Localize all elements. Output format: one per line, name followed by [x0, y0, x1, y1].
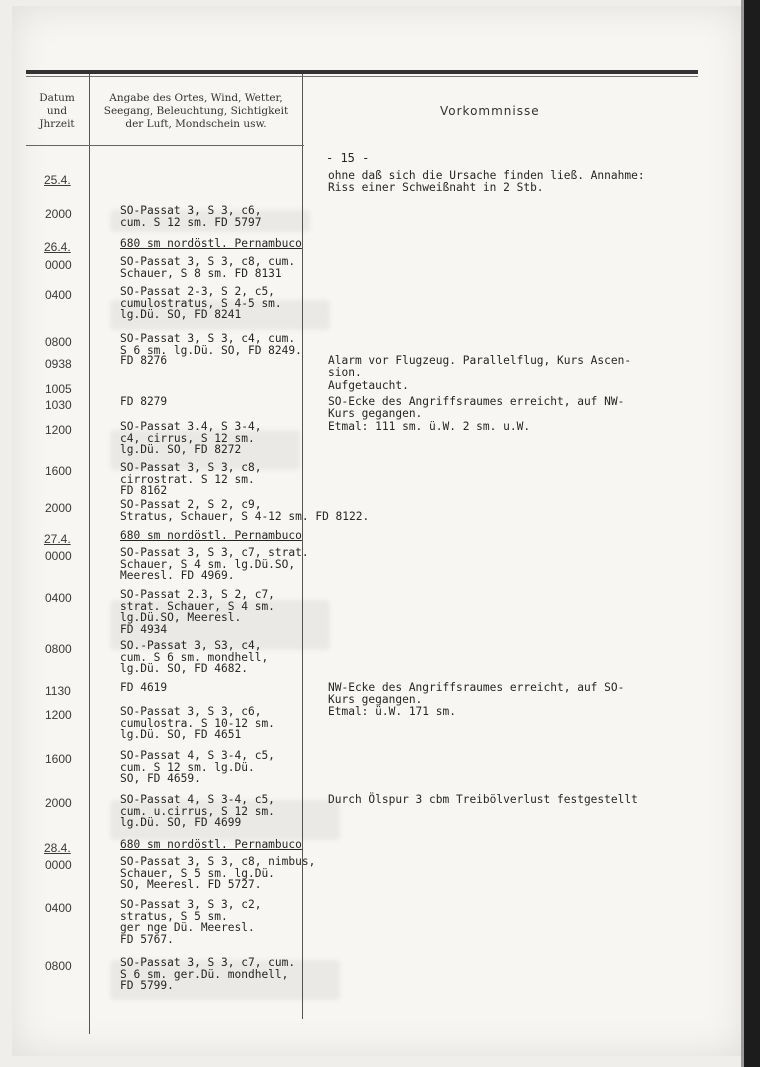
entry-time: 1200 [45, 708, 72, 722]
header-location-weather [92, 92, 300, 131]
header-underline [26, 145, 304, 146]
entry-date: 25.4. [44, 173, 71, 187]
entry-time: 0800 [45, 959, 72, 973]
entry-time: 0000 [45, 858, 72, 872]
top-rule-thin [26, 76, 698, 77]
entry-event: ohne daß sich die Ursache finden ließ. Annahme: Riss einer Schweißnaht in 2 Stb. [328, 169, 645, 194]
entry-event: Durch Ölspur 3 cbm Treibölverlust festgestellt [328, 793, 638, 806]
column-divider-1 [89, 74, 90, 1034]
entry-time: 1200 [45, 423, 72, 437]
entry-weather: SO-Passat 3, S 3, c7, strat. Schauer, S 4 sm. lg.Dü.SO, Meeresl. FD 4969. [120, 546, 309, 582]
page-number: - 15 - [326, 151, 370, 165]
entry-weather: SO-Passat 3, S 3, c2, stratus, S 5 sm. ger nge Dü. Meeresl. FD 5767. [120, 898, 262, 946]
entry-time: 1005 [45, 382, 72, 396]
entry-time: 0400 [45, 288, 72, 302]
entry-event: NW-Ecke des Angriffsraumes erreicht, auf SO- Kurs gegangen. [328, 681, 625, 706]
header-events: Vorkommnisse [440, 104, 540, 118]
entry-time: 0800 [45, 335, 72, 349]
entry-weather: SO-Passat 3.4, S 3-4, c4, cirrus, S 12 sm. lg.Dü. SO, FD 8272 [120, 420, 262, 456]
entry-position: 680 sm nordöstl. Pernambuco [120, 529, 302, 542]
entry-weather: SO.-Passat 3, S3, c4, cum. S 6 sm. mondhell, lg.Dü. SO, FD 4682. [120, 639, 269, 675]
entry-event: Etmal: ü.W. 171 sm. [328, 705, 456, 718]
entry-time: 0800 [45, 642, 72, 656]
entry-date: 27.4. [44, 532, 71, 546]
entry-event: Aufgetaucht. [328, 379, 409, 392]
entry-time: 1030 [45, 398, 72, 412]
entry-weather: SO-Passat 3, S 3, c7, cum. S 6 sm. ger.Dü. mondhell, FD 5799. [120, 956, 296, 992]
entry-weather: FD 8276 [120, 354, 168, 367]
entry-position: 680 sm nordöstl. Pernambuco [120, 838, 302, 851]
entry-weather: SO-Passat 3, S 3, c6, cumulostra. S 10-12 sm. lg.Dü. SO, FD 4651 [120, 705, 275, 741]
entry-time: 2000 [45, 796, 72, 810]
top-rule [26, 70, 698, 74]
entry-time: 0000 [45, 549, 72, 563]
entry-weather: FD 8279 [120, 395, 168, 408]
entry-weather: FD 4619 [120, 681, 168, 694]
entry-time: 0400 [45, 901, 72, 915]
ink-smudge [110, 800, 340, 840]
entry-weather: SO-Passat 3, S 3, c6, cum. S 12 sm. FD 5797 [120, 204, 262, 229]
entry-event: Alarm vor Flugzeug. Parallelflug, Kurs Ascen- sion. [328, 354, 632, 379]
entry-weather: SO-Passat 4, S 3-4, c5, cum. u.cirrus, S 12 sm. lg.Dü. SO, FD 4699 [120, 793, 275, 829]
entry-position: 680 sm nordöstl. Pernambuco [120, 237, 302, 250]
entry-weather: SO-Passat 3, S 3, c8, cirrostrat. S 12 sm. FD 8162 [120, 461, 262, 497]
header-date-time [28, 92, 86, 131]
header-line: Datum [39, 92, 75, 104]
ink-smudge [110, 300, 330, 330]
entry-date: 26.4. [44, 240, 71, 254]
entry-weather: SO-Passat 3, S 3, c8, cum. Schauer, S 8 sm. FD 8131 [120, 255, 296, 280]
entry-weather: SO-Passat 3, S 3, c8, nimbus, Schauer, S 5 sm. lg.Dü. SO, Meeresl. FD 5727. [120, 855, 316, 891]
entry-weather: SO-Passat 2-3, S 2, c5, cumulostratus, S 4-5 sm. lg.Dü. SO, FD 8241 [120, 285, 282, 321]
entry-time: 2000 [45, 207, 72, 221]
header-line: der Luft, Mondschein usw. [125, 118, 267, 130]
ink-smudge [110, 600, 330, 650]
ink-smudge [110, 960, 340, 1000]
entry-time: 0400 [45, 591, 72, 605]
ink-smudge [110, 430, 300, 470]
entry-date: 28.4. [44, 841, 71, 855]
header-line: Jhrzeit [39, 118, 75, 130]
entry-time: 1600 [45, 752, 72, 766]
entry-time: 1130 [45, 684, 71, 698]
ink-smudge [110, 210, 310, 232]
entry-weather: SO-Passat 2.3, S 2, c7, strat. Schauer, S 4 sm. lg.Dü.SO, Meeresl. FD 4934 [120, 588, 275, 636]
entry-time: 0000 [45, 258, 72, 272]
entry-time: 0938 [45, 357, 72, 371]
entry-weather: SO-Passat 3, S 3, c4, cum. S 6 sm. lg.Dü. SO, FD 8249. [120, 332, 302, 357]
entry-time: 1600 [45, 464, 72, 478]
header-line: Seegang, Beleuchtung, Sichtigkeit [103, 105, 289, 117]
entry-weather: SO-Passat 4, S 3-4, c5, cum. S 12 sm. lg.Dü. SO, FD 4659. [120, 749, 275, 785]
header-line: und [46, 105, 68, 117]
entry-time: 2000 [45, 501, 72, 515]
scan-edge [744, 0, 760, 1067]
header-line: Angabe des Ortes, Wind, Wetter, [109, 92, 283, 104]
entry-event: SO-Ecke des Angriffsraumes erreicht, auf NW- Kurs gegangen. [328, 395, 625, 420]
entry-event: Etmal: 111 sm. ü.W. 2 sm. u.W. [328, 420, 531, 433]
entry-weather: SO-Passat 2, S 2, c9, Stratus, Schauer, S 4-12 sm. FD 8122. [120, 498, 370, 523]
